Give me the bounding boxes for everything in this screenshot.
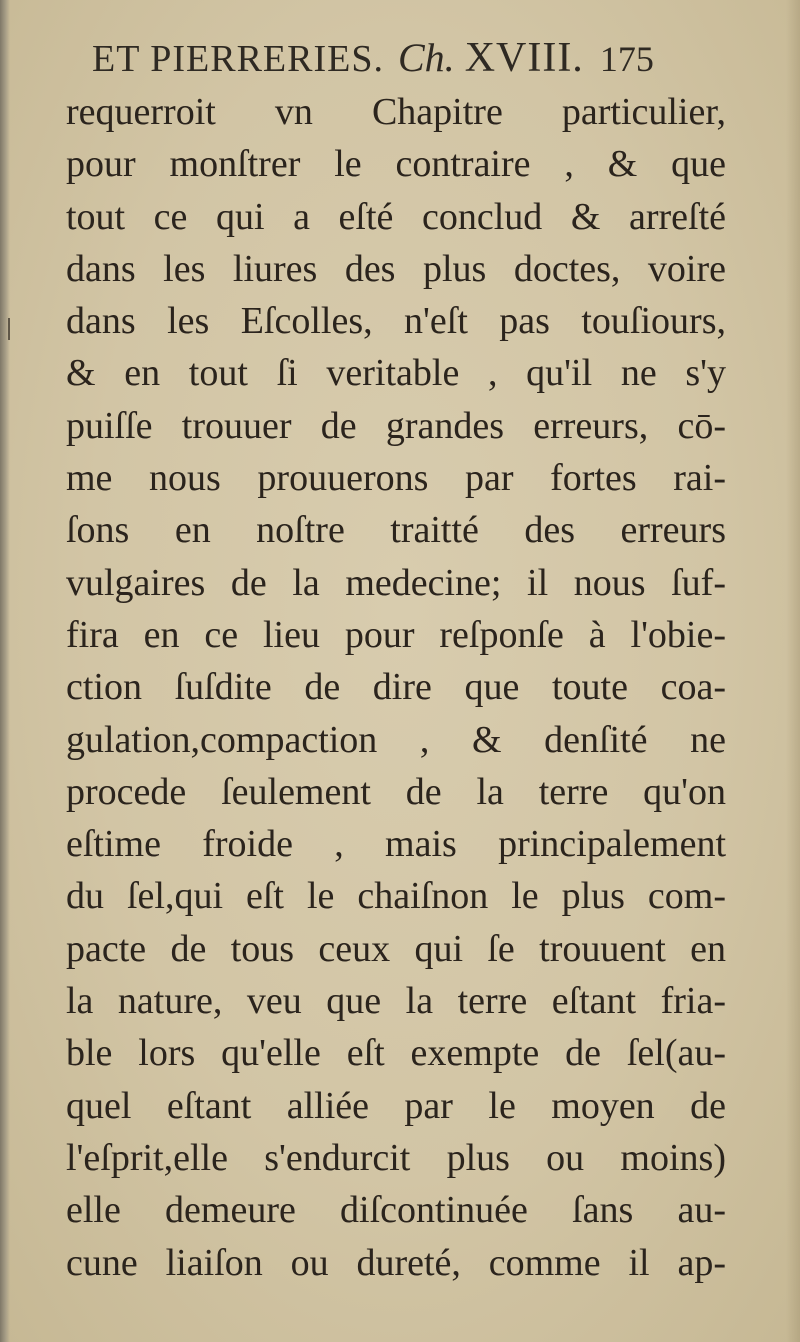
text-line: l'eſprit,elle s'endurcit plus ou moins) bbox=[66, 1136, 726, 1179]
text-line: eſtime froide , mais principalement bbox=[66, 823, 726, 866]
running-head bbox=[92, 34, 712, 88]
page-gutter-edge bbox=[0, 0, 10, 1342]
text-line: elle demeure diſcontinuée ſans au- bbox=[66, 1189, 726, 1232]
text-line: & en tout ſi veritable , qu'il ne s'y bbox=[66, 352, 726, 395]
text-line: dans les liures des plus doctes, voire bbox=[66, 247, 726, 290]
page-number: 175 bbox=[599, 39, 654, 79]
text-line: fira en ce lieu pour reſponſe à l'obie- bbox=[66, 613, 726, 656]
text-line: vulgaires de la medecine; il nous ſuf- bbox=[66, 561, 726, 604]
text-line: gulation,compaction , & denſité ne bbox=[66, 718, 726, 761]
running-head-chapter-abbr: Ch. bbox=[398, 35, 455, 80]
text-line: me nous prouuerons par fortes rai- bbox=[66, 457, 726, 500]
running-head-chapter-number: XVIII. bbox=[464, 35, 584, 81]
text-line: pacte de tous ceux qui ſe trouuent en bbox=[66, 927, 726, 970]
gutter-mark bbox=[8, 318, 10, 340]
page-edge-shadow bbox=[786, 0, 800, 1342]
text-line: ſons en noſtre traitté des erreurs bbox=[66, 509, 726, 552]
text-line: cune liaiſon ou dureté, comme il ap- bbox=[66, 1241, 726, 1284]
text-line: la nature, veu que la terre eſtant fria- bbox=[66, 980, 726, 1023]
text-line: procede ſeulement de la terre qu'on bbox=[66, 770, 726, 813]
text-line: pour monſtrer le contraire , & que bbox=[66, 143, 726, 186]
text-line: ble lors qu'elle eſt exempte de ſel(au- bbox=[66, 1032, 726, 1075]
text-line: quel eſtant alliée par le moyen de bbox=[66, 1084, 726, 1127]
body-text bbox=[66, 86, 726, 1289]
text-line: requerroit vn Chapitre particulier, bbox=[66, 91, 726, 133]
text-line: ction ſuſdite de dire que toute coa- bbox=[66, 666, 726, 709]
running-head-title: ET PIERRERIES. bbox=[92, 38, 384, 80]
text-line: du ſel,qui eſt le chaiſnon le plus com- bbox=[66, 875, 726, 918]
text-line: dans les Eſcolles, n'eſt pas touſiours, bbox=[66, 300, 726, 343]
text-line: puiſſe trouuer de grandes erreurs, cō- bbox=[66, 404, 726, 447]
text-line: tout ce qui a eſté conclud & arreſté bbox=[66, 195, 726, 238]
